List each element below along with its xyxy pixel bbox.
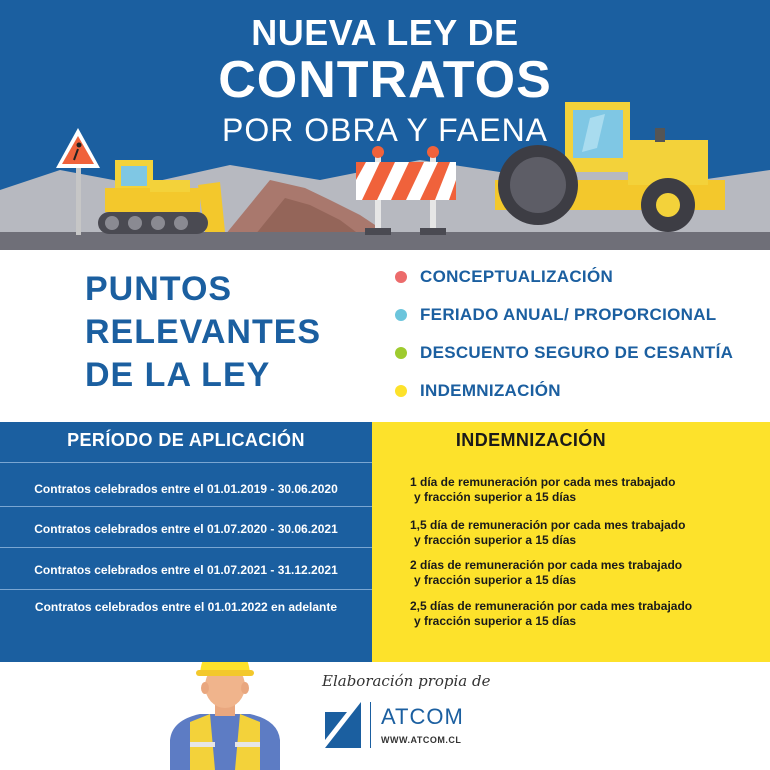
indemnity-line-1: 1 día de remuneración por cada mes trabajado xyxy=(410,475,676,489)
table-row-indemnity xyxy=(410,518,685,548)
period-header: PERÍODO DE APLICACIÓN xyxy=(67,430,305,450)
title-line-3: POR OBRA Y FAENA xyxy=(221,112,549,148)
points-heading-line: RELEVANTES xyxy=(85,313,322,351)
row-divider xyxy=(0,547,372,548)
point-item-feriado xyxy=(395,305,716,325)
indemnity-line-1: 2,5 días de remuneración por cada mes trabajado xyxy=(410,599,693,613)
atcom-logo-icon xyxy=(325,702,361,748)
title-line-1: NUEVA LEY DE xyxy=(251,12,519,53)
table-row-period: Contratos celebrados entre el 01.07.2020 - 30.06.2021 xyxy=(34,522,338,536)
credit-text: Elaboración propia de xyxy=(322,672,491,690)
bullet-dot-icon xyxy=(395,385,407,397)
row-divider xyxy=(0,589,372,590)
header-banner xyxy=(0,0,770,250)
logo-divider xyxy=(370,702,371,748)
logo-name: ATCOM xyxy=(381,704,464,729)
indemnity-line-2: y fracción superior a 15 días xyxy=(414,533,577,547)
indemnity-line-1: 2 días de remuneración por cada mes trabajado xyxy=(410,558,683,572)
point-item-indemnizacion xyxy=(395,381,561,401)
worker-icon xyxy=(160,662,290,770)
bullet-dot-icon xyxy=(395,309,407,321)
bullet-dot-icon xyxy=(395,347,407,359)
indemnity-table xyxy=(0,422,770,662)
indemnity-line-2: y fracción superior a 15 días xyxy=(414,614,577,628)
point-label: CONCEPTUALIZACIÓN xyxy=(420,267,614,286)
table-row-period: Contratos celebrados entre el 01.01.2022 en adelante xyxy=(34,600,338,614)
point-item-conceptualizacion xyxy=(395,267,613,287)
indemnity-line-2: y fracción superior a 15 días xyxy=(414,573,577,587)
point-label: INDEMNIZACIÓN xyxy=(420,381,561,400)
table-row-period: Contratos celebrados entre el 01.07.2021 - 31.12.2021 xyxy=(34,563,338,577)
row-divider xyxy=(0,506,372,507)
table-row-indemnity xyxy=(410,599,692,629)
point-label: DESCUENTO SEGURO DE CESANTÍA xyxy=(420,343,734,362)
period-column xyxy=(0,422,372,662)
points-heading-line: PUNTOS xyxy=(85,270,233,308)
point-item-seguro-cesantia xyxy=(395,343,733,363)
indemnity-header: INDEMNIZACIÓN xyxy=(455,430,607,450)
indemnity-line-2: y fracción superior a 15 días xyxy=(414,490,577,504)
bullet-dot-icon xyxy=(395,271,407,283)
row-divider xyxy=(0,462,372,463)
points-heading-line: DE LA LEY xyxy=(85,356,271,394)
table-row-period: Contratos celebrados entre el 01.01.2019 - 30.06.2020 xyxy=(34,482,338,496)
title-line-2: CONTRATOS xyxy=(218,51,552,109)
key-points-section xyxy=(0,250,770,422)
points-heading xyxy=(85,268,321,397)
indemnity-line-1: 1,5 día de remuneración por cada mes trabajado xyxy=(410,518,686,532)
table-row-indemnity xyxy=(410,475,675,505)
table-row-indemnity xyxy=(410,558,682,588)
point-label: FERIADO ANUAL/ PROPORCIONAL xyxy=(420,305,717,324)
footer xyxy=(0,662,770,770)
logo-url: WWW.ATCOM.CL xyxy=(381,735,462,745)
